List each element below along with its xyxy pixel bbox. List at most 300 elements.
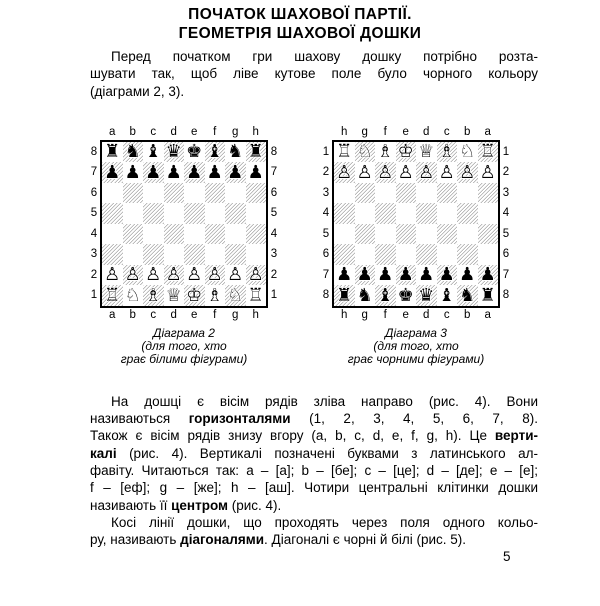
file-label: f xyxy=(383,125,387,138)
title-line-1: ПОЧАТОК ШАХОВОЇ ПАРТІЇ. xyxy=(188,6,412,23)
chess-piece: ♖ xyxy=(479,141,496,163)
file-label: g xyxy=(361,308,368,321)
chess-square xyxy=(143,203,164,224)
text-segment: f – [еф]; g – [же]; h – [аш]. Чотири центральні клітинки дошки xyxy=(90,480,538,496)
file-label: e xyxy=(402,308,409,321)
bold-term: калі xyxy=(90,445,117,461)
text-segment: (рис. 4). xyxy=(228,497,282,513)
chess-square xyxy=(123,265,144,286)
file-label: e xyxy=(402,125,409,138)
chess-square xyxy=(396,224,417,245)
chess-piece: ♗ xyxy=(438,141,455,163)
chess-square xyxy=(225,183,246,204)
chess-square xyxy=(205,183,226,204)
chess-square xyxy=(355,203,376,224)
chess-square xyxy=(375,224,396,245)
chess-piece: ♙ xyxy=(459,161,476,183)
rank-label: 4 xyxy=(322,207,330,220)
chess-square xyxy=(246,224,267,245)
chess-square xyxy=(205,285,226,306)
rank-label: 2 xyxy=(322,166,330,179)
chess-piece: ♟ xyxy=(418,264,435,286)
rank-label: 2 xyxy=(270,268,278,281)
chess-piece: ♝ xyxy=(145,141,162,163)
file-label: g xyxy=(232,308,239,321)
chess-square xyxy=(416,203,437,224)
diagram-3-caption xyxy=(320,327,512,366)
file-label: c xyxy=(150,125,157,138)
chess-square xyxy=(205,265,226,286)
diagrams-row xyxy=(0,126,600,366)
chess-piece: ♟ xyxy=(247,161,264,183)
chess-piece: ♟ xyxy=(206,161,223,183)
chess-square xyxy=(478,142,499,163)
paragraph-intro xyxy=(90,48,538,100)
rank-label: 8 xyxy=(502,289,510,302)
chess-piece: ♟ xyxy=(104,161,121,183)
chess-square xyxy=(205,142,226,163)
file-labels-top xyxy=(102,126,266,139)
chess-piece: ♟ xyxy=(459,264,476,286)
rank-label: 5 xyxy=(502,227,510,240)
chess-square xyxy=(164,142,185,163)
chess-square xyxy=(355,285,376,306)
chess-piece: ♖ xyxy=(336,141,353,163)
rank-label: 1 xyxy=(270,289,278,302)
rank-label: 1 xyxy=(90,289,98,302)
file-label: b xyxy=(464,125,471,138)
chess-square xyxy=(416,183,437,204)
chess-square xyxy=(375,265,396,286)
chess-square xyxy=(205,224,226,245)
file-labels-bottom xyxy=(102,309,266,322)
text-segment: На дошці є вісім рядів зліва направо (рис. 4). Вони xyxy=(111,393,538,409)
text-line xyxy=(90,531,538,548)
chess-square xyxy=(334,224,355,245)
chess-square xyxy=(184,224,205,245)
caption-line: (для того, хто xyxy=(373,338,459,353)
rank-label: 5 xyxy=(90,207,98,220)
text-line xyxy=(90,514,538,531)
chess-square xyxy=(437,203,458,224)
chess-square xyxy=(184,203,205,224)
chess-square xyxy=(164,285,185,306)
rank-label: 2 xyxy=(502,166,510,179)
paragraph-ranks-files xyxy=(90,393,538,514)
chess-square xyxy=(355,265,376,286)
chess-square xyxy=(457,142,478,163)
rank-labels-right xyxy=(500,140,512,308)
chess-piece: ♙ xyxy=(479,161,496,183)
chess-square xyxy=(225,142,246,163)
chess-square xyxy=(246,265,267,286)
rank-label: 6 xyxy=(322,248,330,261)
chess-piece: ♙ xyxy=(104,264,121,286)
chess-square xyxy=(184,285,205,306)
chess-square xyxy=(102,142,123,163)
chess-square xyxy=(396,183,417,204)
chess-square xyxy=(184,142,205,163)
chess-square xyxy=(375,142,396,163)
chess-square xyxy=(334,142,355,163)
chess-piece: ♞ xyxy=(124,141,141,163)
chess-square xyxy=(123,224,144,245)
chess-square xyxy=(143,224,164,245)
text-segment: Перед початком гри шахову дошку потрібно розта- xyxy=(111,49,538,64)
file-label: d xyxy=(170,308,177,321)
chess-piece: ♜ xyxy=(104,141,121,163)
bold-term: діагоналями xyxy=(180,532,265,548)
chess-square xyxy=(478,244,499,265)
text-segment: фавіту. Читаються так: a – [а]; b – [бе]; c – [це]; d – [де]; e – [е]; xyxy=(90,463,538,479)
chess-piece: ♙ xyxy=(438,161,455,183)
chess-piece: ♙ xyxy=(206,264,223,286)
chess-square xyxy=(143,285,164,306)
text-segment: ру, називають xyxy=(90,532,181,548)
chess-board-black-view xyxy=(332,140,500,308)
chess-square xyxy=(375,162,396,183)
text-segment: (діаграми 2, 3). xyxy=(90,83,185,99)
rank-label: 6 xyxy=(270,186,278,199)
chess-square xyxy=(123,285,144,306)
caption-line: Діаграма 2 xyxy=(153,325,215,340)
chess-square xyxy=(416,265,437,286)
rank-labels-left xyxy=(88,140,100,308)
chess-square xyxy=(123,162,144,183)
chess-square xyxy=(102,224,123,245)
chess-square xyxy=(478,265,499,286)
chess-square xyxy=(102,183,123,204)
rank-label: 4 xyxy=(90,227,98,240)
chess-square xyxy=(225,203,246,224)
chess-square xyxy=(246,244,267,265)
chess-piece: ♟ xyxy=(336,264,353,286)
chess-square xyxy=(225,285,246,306)
chess-square xyxy=(225,265,246,286)
chess-square xyxy=(355,244,376,265)
rank-label: 5 xyxy=(270,207,278,220)
chess-piece: ♔ xyxy=(397,141,414,163)
chess-piece: ♙ xyxy=(124,264,141,286)
chess-piece: ♝ xyxy=(377,284,394,306)
chess-square xyxy=(225,224,246,245)
rank-label: 2 xyxy=(90,268,98,281)
file-label: a xyxy=(484,308,491,321)
rank-label: 7 xyxy=(270,166,278,179)
rank-label: 7 xyxy=(322,268,330,281)
chess-square xyxy=(396,285,417,306)
chess-square xyxy=(457,203,478,224)
chess-square xyxy=(225,162,246,183)
rank-label: 8 xyxy=(90,145,98,158)
chess-square xyxy=(123,203,144,224)
chess-square xyxy=(184,244,205,265)
text-line xyxy=(90,479,538,496)
chess-square xyxy=(437,183,458,204)
file-label: b xyxy=(129,125,136,138)
file-label: f xyxy=(383,308,387,321)
chess-square xyxy=(416,244,437,265)
rank-label: 3 xyxy=(90,248,98,261)
chess-piece: ♚ xyxy=(186,141,203,163)
bold-term: верти- xyxy=(494,428,538,444)
text-segment: шувати так, щоб ліве кутове поле було чорного кольору xyxy=(90,66,538,82)
chess-square xyxy=(437,244,458,265)
chess-piece: ♞ xyxy=(356,284,373,306)
file-label: d xyxy=(423,308,430,321)
file-labels-bottom xyxy=(334,309,498,322)
chess-piece: ♞ xyxy=(459,284,476,306)
chess-square xyxy=(437,285,458,306)
file-label: g xyxy=(232,125,239,138)
chess-square xyxy=(123,142,144,163)
chess-piece: ♙ xyxy=(247,264,264,286)
chess-square xyxy=(478,224,499,245)
file-label: h xyxy=(252,308,259,321)
chess-square xyxy=(205,162,226,183)
chess-piece: ♟ xyxy=(479,264,496,286)
rank-label: 1 xyxy=(322,145,330,158)
chess-square xyxy=(457,244,478,265)
chess-square xyxy=(355,162,376,183)
text-line xyxy=(90,65,538,82)
paragraph-diagonals xyxy=(90,514,538,549)
chess-piece: ♞ xyxy=(227,141,244,163)
chess-piece: ♜ xyxy=(247,141,264,163)
chess-square xyxy=(375,183,396,204)
chess-piece: ♙ xyxy=(145,264,162,286)
chess-piece: ♕ xyxy=(165,284,182,306)
chess-square xyxy=(123,183,144,204)
text-segment: Косі лінії дошки, що проходять через поля одного кольо- xyxy=(111,514,538,530)
file-label: h xyxy=(341,125,348,138)
chess-square xyxy=(478,285,499,306)
chess-square xyxy=(246,183,267,204)
chess-square xyxy=(225,244,246,265)
chess-piece: ♟ xyxy=(165,161,182,183)
text-line xyxy=(90,427,538,444)
chess-board-white-view xyxy=(100,140,268,308)
chess-square xyxy=(334,285,355,306)
chess-square xyxy=(457,224,478,245)
chess-piece: ♔ xyxy=(186,284,203,306)
caption-line: грає чорними фігурами) xyxy=(347,351,485,366)
chess-piece: ♟ xyxy=(377,264,394,286)
chess-square xyxy=(437,142,458,163)
file-label: f xyxy=(213,308,217,321)
chess-piece: ♙ xyxy=(356,161,373,183)
chess-square xyxy=(164,265,185,286)
chess-square xyxy=(416,224,437,245)
chess-piece: ♘ xyxy=(124,284,141,306)
file-label: g xyxy=(361,125,368,138)
chess-square xyxy=(143,265,164,286)
file-label: d xyxy=(170,125,177,138)
text-line xyxy=(90,445,538,462)
caption-line: Діаграма 3 xyxy=(385,325,447,340)
rank-label: 6 xyxy=(90,186,98,199)
rank-label: 6 xyxy=(502,248,510,261)
chess-piece: ♗ xyxy=(145,284,162,306)
chess-square xyxy=(164,183,185,204)
chess-square xyxy=(396,142,417,163)
chess-square xyxy=(457,265,478,286)
text-line xyxy=(90,497,538,514)
chess-square xyxy=(334,265,355,286)
chess-square xyxy=(102,244,123,265)
text-line xyxy=(90,393,538,410)
rank-label: 8 xyxy=(322,289,330,302)
chess-piece: ♝ xyxy=(438,284,455,306)
chess-square xyxy=(355,224,376,245)
chess-square xyxy=(246,285,267,306)
file-label: h xyxy=(341,308,348,321)
rank-label: 4 xyxy=(270,227,278,240)
text-segment: Також є вісім рядів знизу вгору (a, b, c, d, e, f, g, h). Це xyxy=(90,428,495,444)
text-segment: (1, 2, 3, 4, 5, 6, 7, 8). xyxy=(290,411,538,427)
chess-square xyxy=(184,265,205,286)
chess-square xyxy=(334,244,355,265)
chess-piece: ♗ xyxy=(206,284,223,306)
chess-square xyxy=(143,244,164,265)
file-label: c xyxy=(443,125,450,138)
rank-label: 5 xyxy=(322,227,330,240)
diagram-3 xyxy=(320,126,512,366)
chess-piece: ♙ xyxy=(186,264,203,286)
chess-square xyxy=(457,285,478,306)
chess-square xyxy=(396,203,417,224)
chess-square xyxy=(143,183,164,204)
file-label: f xyxy=(213,125,217,138)
chess-square xyxy=(334,203,355,224)
chess-piece: ♙ xyxy=(336,161,353,183)
chess-square xyxy=(164,224,185,245)
chess-piece: ♛ xyxy=(418,284,435,306)
rank-label: 3 xyxy=(322,186,330,199)
title-line-2: ГЕОМЕТРІЯ ШАХОВОЇ ДОШКИ xyxy=(178,24,422,42)
chess-square xyxy=(246,162,267,183)
file-labels-top xyxy=(334,126,498,139)
chess-piece: ♟ xyxy=(438,264,455,286)
chess-piece: ♟ xyxy=(124,161,141,183)
text-line xyxy=(90,462,538,479)
chess-piece: ♝ xyxy=(206,141,223,163)
chess-square xyxy=(396,162,417,183)
chess-square xyxy=(478,183,499,204)
chess-square xyxy=(457,183,478,204)
chess-square xyxy=(478,162,499,183)
chess-square xyxy=(164,203,185,224)
rank-labels-left xyxy=(320,140,332,308)
chess-piece: ♜ xyxy=(336,284,353,306)
file-label: b xyxy=(129,308,136,321)
chess-piece: ♛ xyxy=(165,141,182,163)
chess-piece: ♙ xyxy=(377,161,394,183)
chess-piece: ♜ xyxy=(479,284,496,306)
chess-square xyxy=(164,162,185,183)
chess-square xyxy=(437,162,458,183)
chess-square xyxy=(102,162,123,183)
chess-piece: ♙ xyxy=(418,161,435,183)
chess-square xyxy=(102,203,123,224)
chess-square xyxy=(184,183,205,204)
board-area xyxy=(88,140,280,308)
chess-square xyxy=(396,244,417,265)
text-segment: . Діагоналі є чорні й білі (рис. 5). xyxy=(264,532,467,548)
chess-piece: ♙ xyxy=(397,161,414,183)
chess-piece: ♘ xyxy=(227,284,244,306)
chess-square xyxy=(478,203,499,224)
chess-square xyxy=(375,203,396,224)
rank-label: 3 xyxy=(502,186,510,199)
chess-square xyxy=(102,285,123,306)
chess-piece: ♟ xyxy=(227,161,244,183)
chess-piece: ♗ xyxy=(377,141,394,163)
chess-square xyxy=(437,265,458,286)
rank-labels-right xyxy=(268,140,280,308)
text-line xyxy=(90,410,538,427)
chess-square xyxy=(457,162,478,183)
chess-piece: ♚ xyxy=(397,284,414,306)
chess-square xyxy=(355,183,376,204)
chess-piece: ♘ xyxy=(356,141,373,163)
file-label: a xyxy=(109,125,116,138)
text-line xyxy=(90,48,538,65)
page-title xyxy=(0,6,600,43)
chess-piece: ♟ xyxy=(397,264,414,286)
chess-piece: ♟ xyxy=(356,264,373,286)
file-label: a xyxy=(109,308,116,321)
file-label: c xyxy=(150,308,157,321)
page-number: 5 xyxy=(503,549,511,564)
text-segment: називають її xyxy=(90,497,172,513)
board-area xyxy=(320,140,512,308)
file-label: d xyxy=(423,125,430,138)
chess-square xyxy=(416,162,437,183)
chess-square xyxy=(396,265,417,286)
chess-square xyxy=(143,142,164,163)
file-label: h xyxy=(252,125,259,138)
chess-piece: ♙ xyxy=(227,264,244,286)
chess-square xyxy=(375,244,396,265)
chess-piece: ♖ xyxy=(247,284,264,306)
text-segment: (рис. 4). Вертикалі позначені буквами з латинського ал- xyxy=(116,445,538,461)
chess-square xyxy=(143,162,164,183)
chess-piece: ♕ xyxy=(418,141,435,163)
chess-square xyxy=(246,142,267,163)
rank-label: 1 xyxy=(502,145,510,158)
file-label: e xyxy=(191,308,198,321)
chess-square xyxy=(205,244,226,265)
rank-label: 7 xyxy=(90,166,98,179)
file-label: c xyxy=(443,308,450,321)
diagram-2-caption xyxy=(88,327,280,366)
chess-square xyxy=(246,203,267,224)
rank-label: 3 xyxy=(270,248,278,261)
chess-square xyxy=(123,244,144,265)
chess-square xyxy=(416,285,437,306)
caption-line: грає білими фігурами) xyxy=(120,351,248,366)
chess-piece: ♖ xyxy=(104,284,121,306)
file-label: e xyxy=(191,125,198,138)
chess-square xyxy=(437,224,458,245)
chess-piece: ♘ xyxy=(459,141,476,163)
chess-square xyxy=(416,142,437,163)
rank-label: 7 xyxy=(502,268,510,281)
file-label: a xyxy=(484,125,491,138)
rank-label: 8 xyxy=(270,145,278,158)
chess-piece: ♟ xyxy=(186,161,203,183)
